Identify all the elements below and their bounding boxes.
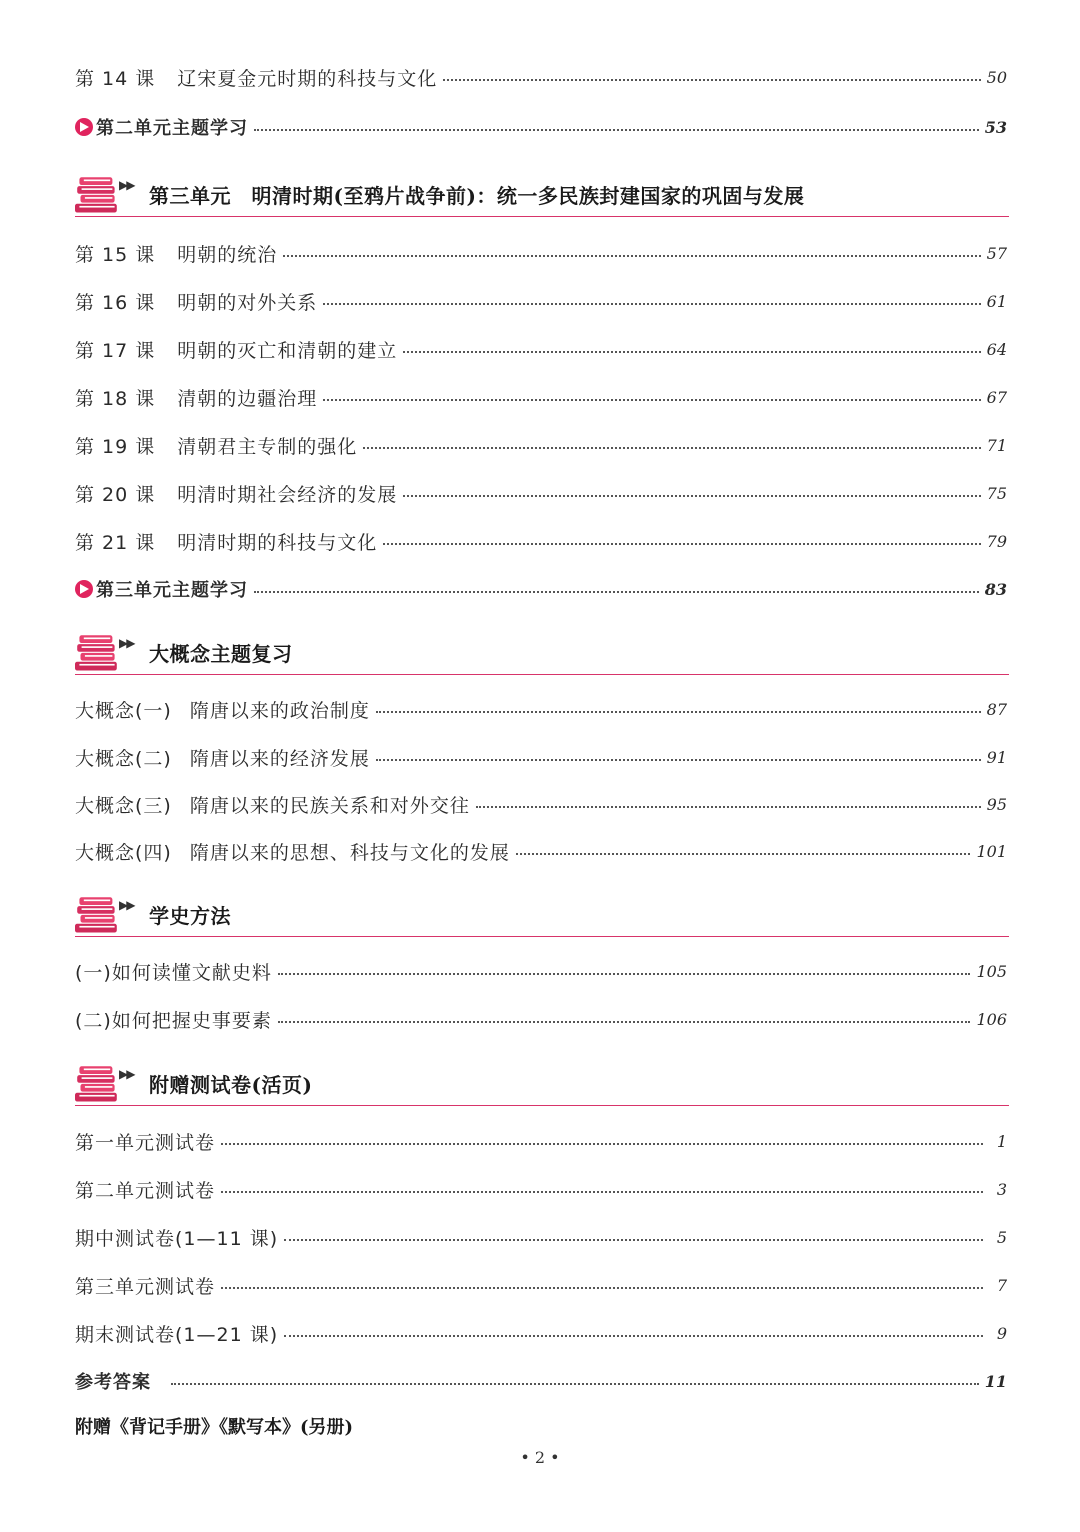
concept-number: 大概念(四) <box>75 841 172 864</box>
book-stack-icon <box>75 176 119 216</box>
page-number: 105 <box>976 961 1007 981</box>
toc-entry-lesson-19[interactable] <box>75 428 1007 462</box>
entry-title: 第二单元主题学习 <box>96 118 248 139</box>
toc-entry-test-unit1[interactable] <box>75 1124 1007 1158</box>
toc-entry-test-midterm[interactable] <box>75 1220 1007 1254</box>
dot-leader <box>516 853 971 855</box>
page-number: 95 <box>986 794 1007 814</box>
toc-entry-lesson-17[interactable] <box>75 332 1007 366</box>
lesson-number: 第 16 课 <box>75 291 156 314</box>
lesson-number: 第 20 课 <box>75 483 156 506</box>
toc-entry-lesson-14[interactable] <box>75 60 1007 94</box>
toc-entry-test-unit3[interactable] <box>75 1268 1007 1302</box>
entry-title: 隋唐以来的民族关系和对外交往 <box>189 794 470 817</box>
entry-title: 明朝的灭亡和清朝的建立 <box>177 339 398 362</box>
entry-title: 第一单元测试卷 <box>75 1131 216 1154</box>
toc-entry-lesson-21[interactable] <box>75 524 1007 558</box>
entry-title: 明清时期的科技与文化 <box>177 531 378 554</box>
page-number: 79 <box>986 531 1007 551</box>
double-arrow-icon: ▶▶ <box>119 1067 134 1081</box>
unit-header-methods <box>75 892 1009 937</box>
toc-entry-concept-1[interactable] <box>75 692 1007 726</box>
page-footer-number: • 2 • <box>520 1448 560 1467</box>
page-number: 50 <box>986 67 1007 87</box>
unit-title: 第三单元 明清时期(至鸦片战争前)：统一多民族封建国家的巩固与发展 <box>149 184 805 208</box>
page-number: 7 <box>996 1275 1007 1295</box>
page-number: 53 <box>984 117 1007 137</box>
dot-leader <box>284 1239 983 1241</box>
lesson-number: 第 21 课 <box>75 531 156 554</box>
dot-leader <box>221 1191 983 1193</box>
unit-title: 学史方法 <box>149 904 231 928</box>
entry-title: 期末测试卷(1—21 课) <box>75 1323 279 1346</box>
page-number: 11 <box>984 1371 1007 1391</box>
entry-title: 明朝的统治 <box>177 243 278 266</box>
entry-title: 参考答案 <box>75 1372 151 1393</box>
dot-leader <box>376 759 981 761</box>
unit-header-3 <box>75 172 1009 217</box>
page-number: 101 <box>976 841 1007 861</box>
dot-leader <box>283 255 980 257</box>
toc-entry-unit2-theme[interactable] <box>75 110 1007 144</box>
toc-entry-lesson-16[interactable] <box>75 284 1007 318</box>
toc-entry-lesson-18[interactable] <box>75 380 1007 414</box>
play-arrow-icon <box>75 118 93 136</box>
toc-entry-answers[interactable] <box>75 1364 1007 1398</box>
entry-title: 清朝君主专制的强化 <box>177 435 358 458</box>
dot-leader <box>363 447 980 449</box>
toc-entry-lesson-20[interactable] <box>75 476 1007 510</box>
entry-title: 隋唐以来的思想、科技与文化的发展 <box>189 841 510 864</box>
dot-leader <box>323 399 980 401</box>
entry-title: 明朝的对外关系 <box>177 291 318 314</box>
page-number: 83 <box>984 579 1007 599</box>
page-number: 91 <box>986 747 1007 767</box>
dot-leader <box>476 806 981 808</box>
dot-leader <box>254 129 979 131</box>
entry-title: 辽宋夏金元时期的科技与文化 <box>177 67 438 90</box>
unit-header-big-concepts <box>75 630 1009 675</box>
entry-title: 第三单元主题学习 <box>96 580 248 601</box>
dot-leader <box>278 973 971 975</box>
lesson-number: 第 18 课 <box>75 387 156 410</box>
lesson-number: 第 17 课 <box>75 339 156 362</box>
double-arrow-icon: ▶▶ <box>119 178 134 192</box>
dot-leader <box>443 79 980 81</box>
page-number: 106 <box>976 1009 1007 1029</box>
dot-leader <box>383 543 980 545</box>
page-number: 5 <box>996 1227 1007 1247</box>
lesson-number: 第 19 课 <box>75 435 156 458</box>
toc-entry-test-unit2[interactable] <box>75 1172 1007 1206</box>
unit-title: 大概念主题复习 <box>149 642 293 666</box>
play-arrow-icon <box>75 580 93 598</box>
page-number: 75 <box>986 483 1007 503</box>
double-arrow-icon: ▶▶ <box>119 636 134 650</box>
unit-header-tests <box>75 1061 1009 1106</box>
concept-number: 大概念(二) <box>75 747 172 770</box>
entry-title: (二)如何把握史事要素 <box>75 1009 272 1032</box>
dot-leader <box>323 303 980 305</box>
entry-title: 明清时期社会经济的发展 <box>177 483 398 506</box>
page-number: 71 <box>986 435 1007 455</box>
book-stack-icon <box>75 896 119 936</box>
entry-title: 期中测试卷(1—11 课) <box>75 1227 279 1250</box>
page-number: 57 <box>986 243 1007 263</box>
entry-title: 隋唐以来的经济发展 <box>189 747 370 770</box>
toc-entry-concept-2[interactable] <box>75 740 1007 774</box>
dot-leader <box>221 1143 983 1145</box>
lesson-number: 第 14 课 <box>75 67 156 90</box>
toc-entry-unit3-theme[interactable] <box>75 572 1007 606</box>
toc-entry-method-2[interactable] <box>75 1002 1007 1036</box>
book-stack-icon <box>75 1065 119 1105</box>
page-number: 9 <box>996 1323 1007 1343</box>
supplement-note: 附赠《背记手册》《默写本》(另册) <box>75 1417 354 1438</box>
entry-title: 第二单元测试卷 <box>75 1179 216 1202</box>
dot-leader <box>403 351 980 353</box>
entry-title: 第三单元测试卷 <box>75 1275 216 1298</box>
entry-title: 隋唐以来的政治制度 <box>189 699 370 722</box>
toc-entry-concept-3[interactable] <box>75 787 1007 821</box>
unit-title: 附赠测试卷(活页) <box>149 1073 313 1097</box>
page-number: 64 <box>986 339 1007 359</box>
dot-leader <box>171 1383 979 1385</box>
page-number: 3 <box>996 1179 1007 1199</box>
book-stack-icon <box>75 634 119 674</box>
dot-leader <box>376 711 981 713</box>
entry-title: (一)如何读懂文献史料 <box>75 961 272 984</box>
toc-entry-lesson-15[interactable] <box>75 236 1007 270</box>
toc-entry-concept-4[interactable] <box>75 834 1007 868</box>
page-number: 67 <box>986 387 1007 407</box>
concept-number: 大概念(三) <box>75 794 172 817</box>
dot-leader <box>403 495 980 497</box>
dot-leader <box>278 1021 971 1023</box>
dot-leader <box>254 591 979 593</box>
entry-title: 清朝的边疆治理 <box>177 387 318 410</box>
page-number: 87 <box>986 699 1007 719</box>
page-number: 1 <box>996 1131 1007 1151</box>
toc-entry-test-final[interactable] <box>75 1316 1007 1350</box>
dot-leader <box>284 1335 983 1337</box>
toc-entry-method-1[interactable] <box>75 954 1007 988</box>
lesson-number: 第 15 课 <box>75 243 156 266</box>
dot-leader <box>221 1287 983 1289</box>
double-arrow-icon: ▶▶ <box>119 898 134 912</box>
page-number: 61 <box>986 291 1007 311</box>
concept-number: 大概念(一) <box>75 699 172 722</box>
